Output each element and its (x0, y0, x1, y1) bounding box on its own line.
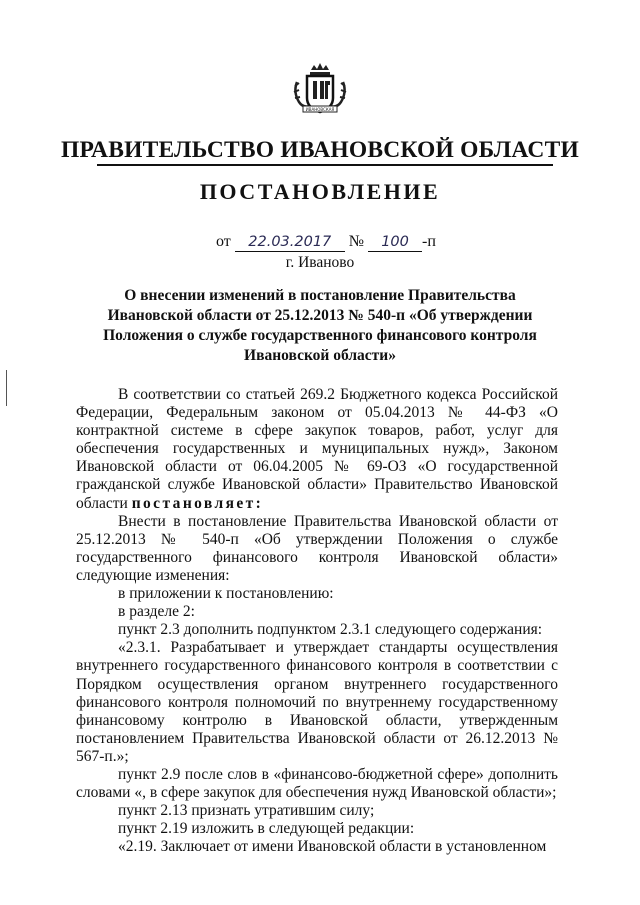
paragraph: «2.19. Заключает от имени Ивановской области в установленном (118, 838, 547, 856)
subject-line: О внесении изменений в постановление Правительства (124, 287, 516, 304)
number-suffix: -п (422, 233, 436, 250)
paragraph: пункт 2.19 изложить в следующей редакции: (118, 820, 415, 838)
subject-line: Ивановской области от 25.12.2013 № 540-п «Об утверждении (107, 307, 533, 324)
paragraph (76, 386, 558, 513)
margin-mark (6, 370, 7, 406)
subject-line: Ивановской области» (244, 347, 396, 364)
handwritten-date: 22.03.2017 (235, 234, 345, 252)
agency-title: ПРАВИТЕЛЬСТВО ИВАНОВСКОЙ ОБЛАСТИ (61, 137, 579, 163)
paragraph: «2.3.1. Разрабатывает и утверждает стандарты осуществления внутреннего государственного финансового контроля в соответствии с Порядком осуществления органом внутреннего государственного финансового контроля полномочий по внутреннему государственному финансовому контролю в Ивановской области, утвержденным постановлением Правительства Ивановской области от 26.12.2013 № 567-п.»; (76, 639, 558, 765)
emblem-caption: ИВАНОВСКАЯ (305, 107, 335, 112)
date-prefix: от (216, 233, 231, 250)
handwritten-number: 100 (368, 234, 422, 252)
document-body (76, 386, 558, 856)
title-underline (97, 164, 553, 166)
paragraph: Внести в постановление Правительства Ивановской области от 25.12.2013 № 540-п «Об утверждении Положения о службе государственного финансового контроля Ивановской области» следующие изменения: (76, 512, 558, 584)
paragraph: в приложении к постановлению: (118, 585, 334, 603)
document-subject (100, 286, 540, 366)
paragraph: пункт 2.3 дополнить подпунктом 2.3.1 следующего содержания: (118, 621, 543, 639)
paragraph: пункт 2.13 признать утратившим силу; (118, 802, 375, 820)
paragraph: в разделе 2: (118, 603, 195, 621)
subject-line: Положения о службе государственного финансового контроля (103, 327, 537, 344)
decree-word: постановляет: (131, 494, 264, 512)
paragraph-text: В соответствии со статьей 269.2 Бюджетного кодекса Российской Федерации, Федеральным законом от 05.04.2013 № 44-ФЗ «О контрактной системе в сфере закупок товаров, работ, услуг для обеспечения государственных и муниципальных нужд», Законом Ивановской области от 06.04.2005 № 69-ОЗ «О государственной гражданской службе Ивановской области» Правительство Ивановской области (76, 386, 558, 512)
coat-of-arms-icon (289, 62, 351, 116)
paragraph: пункт 2.9 после слов в «финансово-бюджетной сфере» дополнить словами «, в сфере закупок для обеспечения нужд Ивановской области»; (76, 765, 558, 802)
city: г. Иваново (285, 254, 355, 271)
number-prefix: № (348, 233, 365, 250)
document-type: ПОСТАНОВЛЕНИЕ (199, 179, 441, 204)
date-number-line (216, 233, 436, 252)
